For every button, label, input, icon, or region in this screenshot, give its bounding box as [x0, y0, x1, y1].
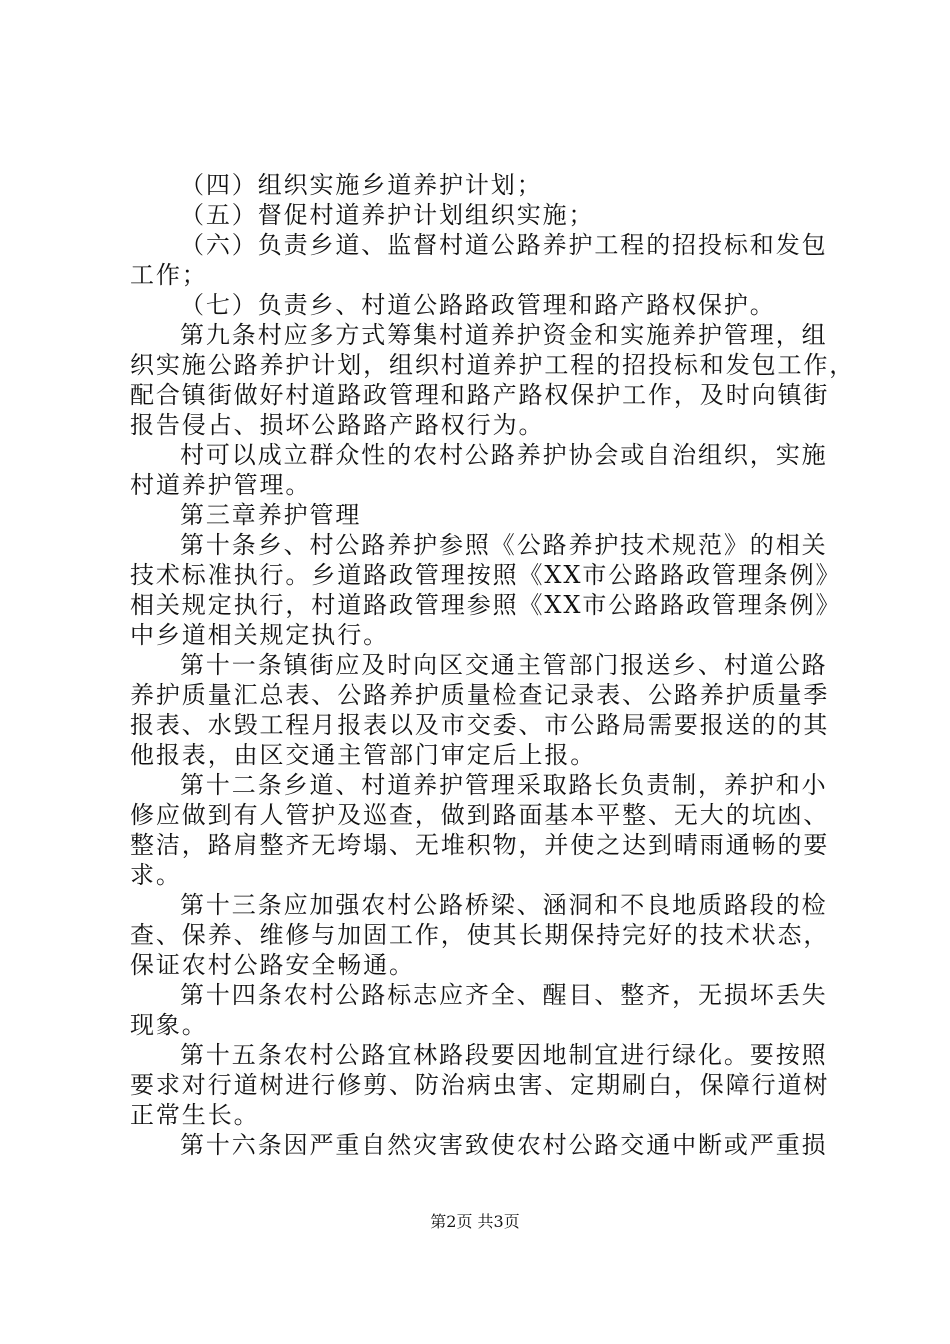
text-line: （四）组织实施乡道养护计划；	[180, 171, 543, 199]
text-line: 第三章养护管理	[180, 501, 362, 529]
text-line: 要求对行道树进行修剪、防治病虫害、定期刷白，保障行道树	[130, 1071, 830, 1099]
text-line: 修应做到有人管护及巡查，做到路面基本平整、无大的坑凼、	[130, 801, 830, 829]
text-line: 配合镇街做好村道路政管理和路产路权保护工作，及时向镇街	[130, 381, 830, 409]
text-line: 工作；	[130, 261, 208, 289]
text-line: （五）督促村道养护计划组织实施；	[180, 201, 595, 229]
text-line: 第十六条因严重自然灾害致使农村公路交通中断或严重损	[180, 1131, 828, 1159]
text-line: 第十条乡、村公路养护参照《公路养护技术规范》的相关	[180, 531, 828, 559]
text-line: 中乡道相关规定执行。	[130, 621, 389, 649]
text-line: （六）负责乡道、监督村道公路养护工程的招投标和发包	[180, 231, 828, 259]
text-line: 他报表，由区交通主管部门审定后上报。	[130, 741, 597, 769]
text-line: 织实施公路养护计划，组织村道养护工程的招投标和发包工作，	[130, 351, 856, 379]
text-line: 查、保养、维修与加固工作，使其长期保持完好的技术状态，	[130, 921, 830, 949]
text-line: 第十五条农村公路宜林路段要因地制宜进行绿化。要按照	[180, 1041, 828, 1069]
text-line: 第十二条乡道、村道养护管理采取路长负责制，养护和小	[180, 771, 828, 799]
text-line: 正常生长。	[130, 1101, 260, 1129]
text-line: 第十四条农村公路标志应齐全、醒目、整齐，无损坏丢失	[180, 981, 828, 1009]
text-line: 报表、水毁工程月报表以及市交委、市公路局需要报送的的其	[130, 711, 830, 739]
text-line: 第十三条应加强农村公路桥梁、涵洞和不良地质路段的检	[180, 891, 828, 919]
text-line: 现象。	[130, 1011, 208, 1039]
page-footer: 第2页 共3页	[430, 1212, 520, 1231]
text-line: 保证农村公路安全畅通。	[130, 951, 415, 979]
text-line: 报告侵占、损坏公路路产路权行为。	[130, 411, 545, 439]
text-line: 村可以成立群众性的农村公路养护协会或自治组织，实施	[180, 441, 828, 469]
text-line: 第十一条镇街应及时向区交通主管部门报送乡、村道公路	[180, 651, 828, 679]
text-line: 整洁，路肩整齐无垮塌、无堆积物，并使之达到晴雨通畅的要	[130, 831, 830, 859]
text-line: （七）负责乡、村道公路路政管理和路产路权保护。	[180, 291, 776, 319]
text-line: 求。	[130, 861, 182, 889]
text-line: 第九条村应多方式筹集村道养护资金和实施养护管理，组	[180, 321, 828, 349]
body-text	[130, 170, 856, 1160]
text-line: 技术标准执行。乡道路政管理按照《XX市公路路政管理条例》	[130, 561, 842, 589]
text-line: 相关规定执行，村道路政管理参照《XX市公路路政管理条例》	[130, 591, 842, 619]
text-line: 村道养护管理。	[130, 471, 312, 499]
text-line: 养护质量汇总表、公路养护质量检查记录表、公路养护质量季	[130, 681, 830, 709]
